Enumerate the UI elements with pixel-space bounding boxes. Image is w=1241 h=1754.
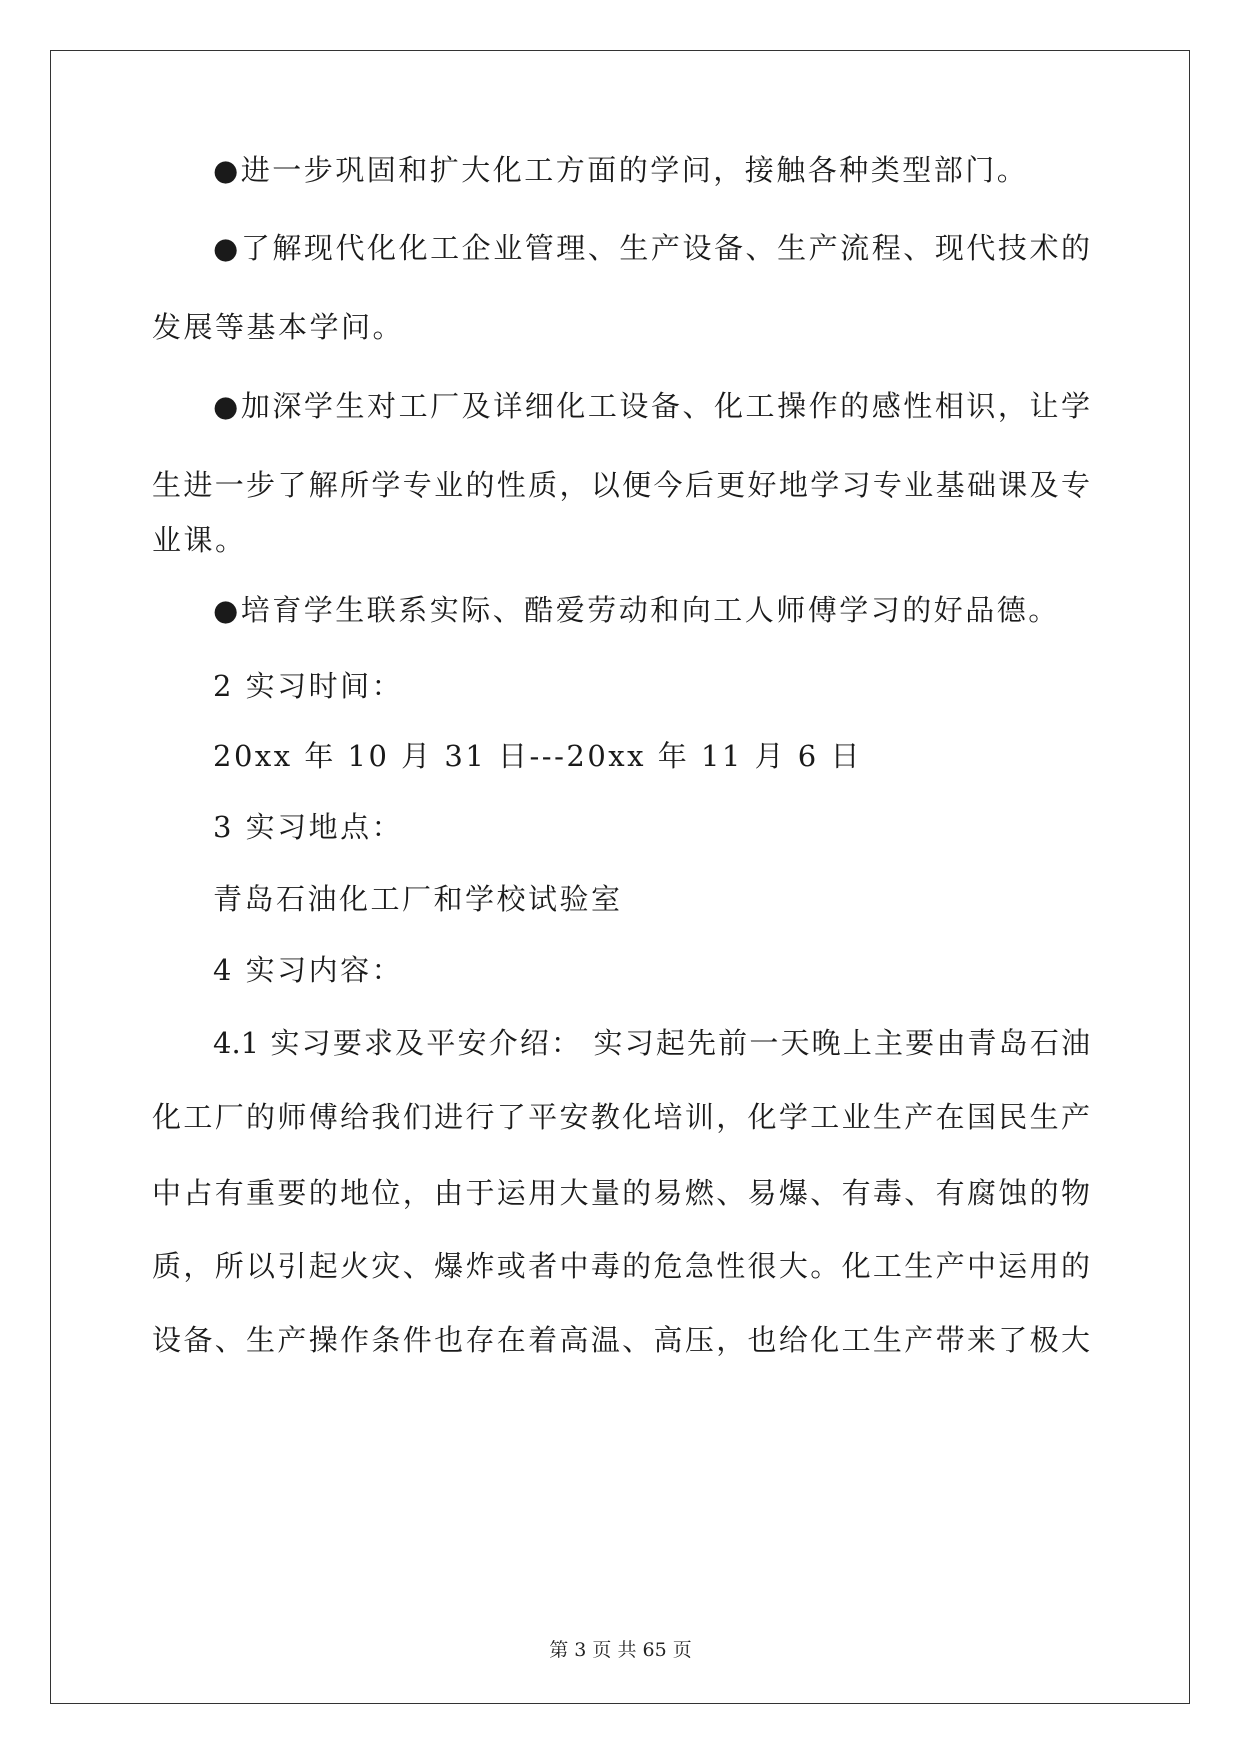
page-border (50, 50, 1190, 1704)
text-line: ●了解现代化化工企业管理、生产设备、生产流程、现代技术的 (213, 231, 1090, 265)
text-line: ●进一步巩固和扩大化工方面的学问，接触各种类型部门。 (213, 153, 1029, 187)
section-heading: 2 实习时间： (213, 669, 404, 703)
text-line: ●培育学生联系实际、酷爱劳动和向工人师傅学习的好品德。 (213, 593, 1060, 627)
text-line: 4.1 实习要求及平安介绍： 实习起先前一天晚上主要由青岛石油 (213, 1026, 1090, 1060)
section-heading: 4 实习内容： (213, 953, 404, 987)
text-line: 20xx 年 10 月 31 日---20xx 年 11 月 6 日 (213, 739, 862, 773)
page-number-footer: 第 3 页 共 65 页 (549, 1639, 692, 1661)
text-line: 生进一步了解所学专业的性质，以便今后更好地学习专业基础课及专 (152, 468, 1090, 502)
text-line: 发展等基本学问。 (152, 310, 405, 344)
text-line: 化工厂的师傅给我们进行了平安教化培训，化学工业生产在国民生产 (152, 1100, 1090, 1134)
text-line: ●加深学生对工厂及详细化工设备、化工操作的感性相识，让学 (213, 389, 1090, 423)
text-line: 设备、生产操作条件也存在着高温、高压，也给化工生产带来了极大 (152, 1323, 1090, 1357)
section-heading: 3 实习地点： (213, 810, 404, 844)
text-line: 青岛石油化工厂和学校试验室 (213, 882, 623, 916)
text-line: 业课。 (152, 523, 247, 557)
text-line: 质，所以引起火灾、爆炸或者中毒的危急性很大。化工生产中运用的 (152, 1249, 1090, 1283)
text-line: 中占有重要的地位，由于运用大量的易燃、易爆、有毒、有腐蚀的物 (152, 1176, 1090, 1210)
